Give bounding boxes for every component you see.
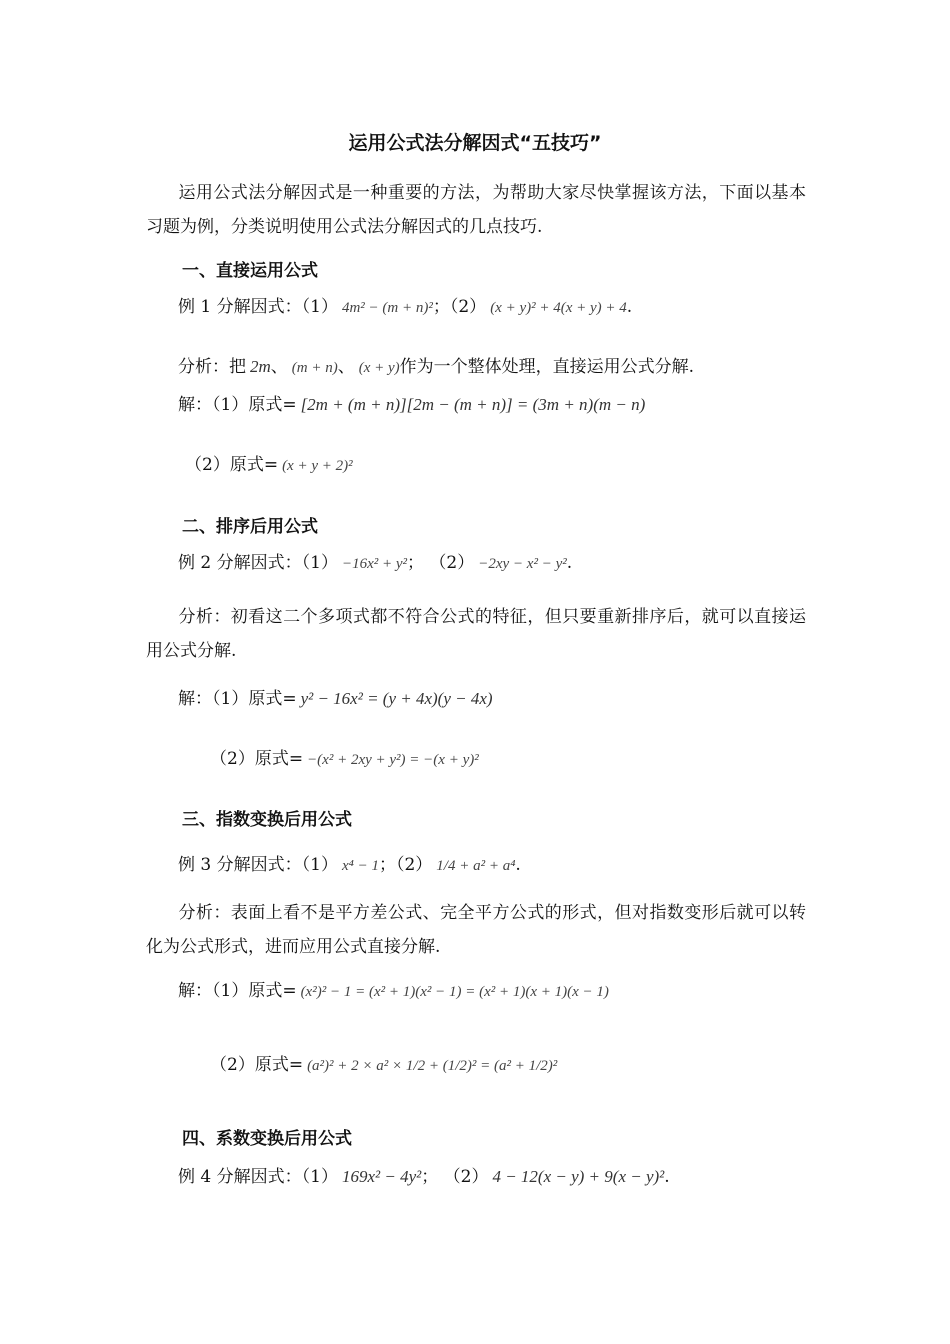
s4-example (178, 1162, 670, 1187)
s1-analysis (178, 352, 694, 377)
s2-example-label: 例 2 分解因式：（1） (178, 553, 338, 573)
s1-analysis-prefix: 分析：把 (178, 357, 246, 377)
s1-sol1-expr: [2m + (m + n)][2m − (m + n)] = (3m + n)(m − n) (300, 395, 646, 414)
s3-example-label: 例 3 分解因式：（1） (178, 855, 338, 875)
s3-analysis: 分析：表面上看不是平方差公式、完全平方公式的形式，但对指数变形后就可以转化为公式形式，进而应用公式直接分解. (146, 903, 806, 957)
s3-analysis-paragraph (146, 896, 806, 964)
s4-example-end: . (664, 1167, 670, 1187)
s1-analysis-sep2: 、 (337, 357, 355, 377)
s4-example-expr1: 169x² − 4y² (341, 1167, 422, 1186)
s2-example-sep: ； （2） (407, 553, 475, 573)
s1-sol2-label: （2）原式= (185, 455, 279, 475)
s1-example-end: . (626, 297, 633, 317)
document-title: 运用公式法分解因式“五技巧” (348, 132, 602, 154)
s2-sol2-expr: −(x² + 2xy + y²) = −(x + y)² (307, 752, 479, 768)
s3-sol1-expr: (x²)² − 1 = (x² + 1)(x² − 1) = (x² + 1)(x + 1)(x − 1) (300, 984, 609, 1000)
s3-example-expr1: x⁴ − 1 (341, 858, 379, 874)
s1-solution-2 (185, 450, 353, 475)
s1-sol1-label: 解：（1）原式= (178, 395, 297, 415)
s4-example-label: 例 4 分解因式：（1） (178, 1167, 338, 1187)
s1-example-expr2: (x + y)² + 4(x + y) + 4 (490, 300, 627, 316)
section-4-heading: 四、系数变换后用公式 (182, 1129, 352, 1149)
s4-example-sep: ； （2） (421, 1167, 489, 1187)
s1-analysis-suffix: 作为一个整体处理，直接运用公式分解. (399, 357, 695, 377)
section-2-heading: 二、排序后用公式 (182, 517, 318, 537)
s1-sol2-expr: (x + y + 2)² (282, 458, 353, 474)
s2-example-end: . (566, 553, 573, 573)
s3-sol2-expr: (a²)² + 2 × a² × 1/2 + (1/2)² = (a² + 1/2)² (307, 1058, 558, 1074)
s1-analysis-term3: (x + y) (358, 360, 400, 376)
s1-analysis-sep1: 、 (270, 357, 288, 377)
intro-text: 运用公式法分解因式是一种重要的方法，为帮助大家尽快掌握该方法，下面以基本习题为例，分类说明使用公式法分解因式的几点技巧. (146, 183, 806, 237)
s2-solution-1 (178, 684, 493, 709)
s1-analysis-term2: (m + n) (291, 360, 338, 376)
s3-example-expr2: 1/4 + a² + a⁴ (436, 858, 516, 874)
s3-solution-1 (178, 976, 609, 1001)
section-3-heading: 三、指数变换后用公式 (182, 810, 352, 830)
s3-sol1-label: 解：（1）原式= (178, 981, 297, 1001)
s1-analysis-term1: 2m (250, 357, 271, 376)
intro-paragraph (146, 176, 806, 244)
s3-example-sep: ；（2） (378, 855, 433, 875)
s3-example (178, 850, 521, 875)
s3-solution-2 (210, 1050, 557, 1075)
s2-analysis-paragraph (146, 600, 806, 668)
s1-example (178, 292, 632, 317)
s1-example-sep: ；（2） (432, 297, 487, 317)
section-1-heading: 一、直接运用公式 (182, 261, 318, 281)
s2-example-expr2: −2xy − x² − y² (478, 556, 567, 572)
s1-solution-1 (178, 390, 645, 415)
s2-solution-2 (210, 744, 479, 769)
s2-sol2-label: （2）原式= (210, 749, 304, 769)
s1-example-label: 例 1 分解因式：（1） (178, 297, 338, 317)
s2-sol1-label: 解：（1）原式= (178, 689, 297, 709)
s2-example (178, 548, 572, 573)
s1-example-expr1: 4m² − (m + n)² (341, 300, 433, 316)
s2-analysis: 分析：初看这二个多项式都不符合公式的特征，但只要重新排序后，就可以直接运用公式分解. (146, 607, 806, 661)
s2-sol1-expr: y² − 16x² = (y + 4x)(y − 4x) (300, 689, 493, 708)
s3-sol2-label: （2）原式= (210, 1055, 304, 1075)
s3-example-end: . (515, 855, 521, 875)
s4-example-expr2: 4 − 12(x − y) + 9(x − y)² (492, 1167, 665, 1186)
s2-example-expr1: −16x² + y² (341, 556, 408, 572)
